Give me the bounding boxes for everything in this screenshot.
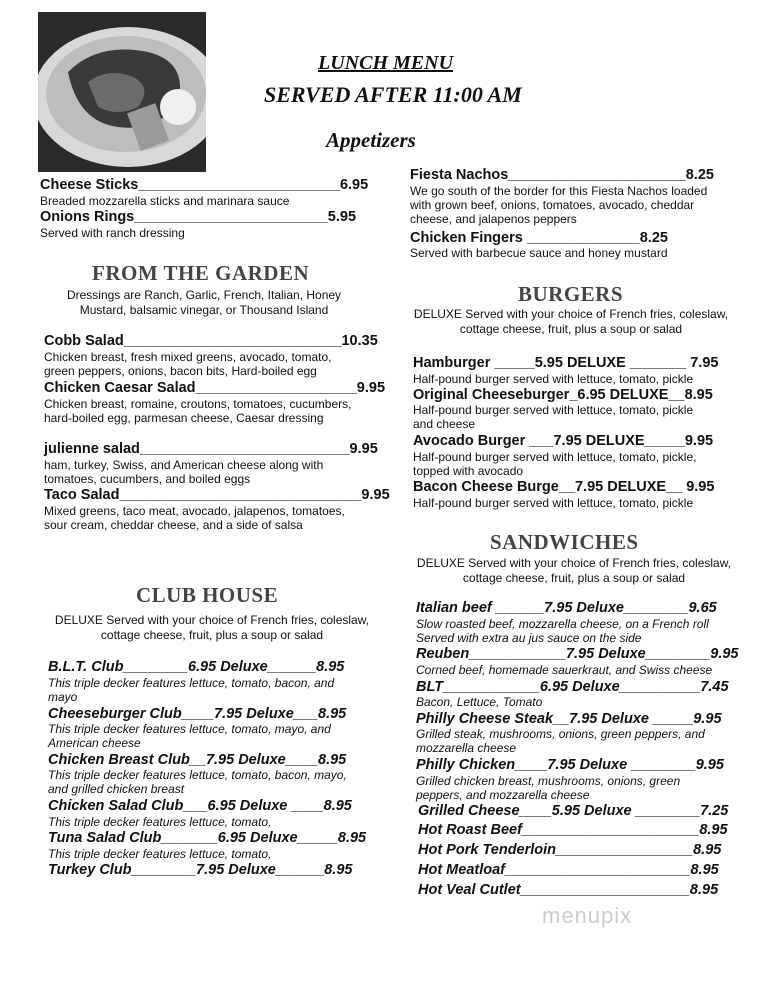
section-note: DELUXE Served with your choice of French fries, coleslaw, cottage cheese, fruit, plus a soup or salad	[54, 613, 370, 642]
item-description: Bacon, Lettuce, Tomato	[416, 695, 543, 709]
menu-item-italian-beef: Italian beef ______7.95 Deluxe________9.65	[416, 600, 717, 616]
item-description: Served with ranch dressing	[40, 226, 185, 240]
item-description: This triple decker features lettuce, tomato,	[48, 815, 272, 829]
menu-item-chicken-salad-club: Chicken Salad Club___6.95 Deluxe ____8.95	[48, 798, 352, 814]
section-heading-garden: FROM THE GARDEN	[92, 261, 310, 285]
menu-item-taco-salad: Taco Salad______________________________9.95	[44, 487, 390, 503]
item-description: This triple decker features lettuce, tomato,	[48, 847, 272, 861]
item-description: Half-pound burger served with lettuce, tomato, pickle	[413, 496, 694, 510]
menu-item-onion-rings: Onions Rings________________________5.95	[40, 209, 357, 225]
item-description: Served with barbecue sauce and honey mustard	[410, 246, 668, 260]
menu-item-philly-chicken: Philly Chicken____7.95 Deluxe ________9.95	[416, 757, 724, 773]
food-photo	[38, 12, 206, 172]
item-description: Slow roasted beef, mozzarella cheese, on a French roll Served with extra au jus sauce on the side	[416, 617, 709, 645]
item-description: Corned beef, homemade sauerkraut, and Swiss cheese	[416, 663, 713, 677]
menu-item-fiesta-nachos: Fiesta Nachos______________________8.25	[410, 167, 714, 183]
menu-item-philly-cheese-steak: Philly Cheese Steak__7.95 Deluxe _____9.95	[416, 711, 722, 727]
menu-item-grilled-cheese: Grilled Cheese____5.95 Deluxe ________7.25	[418, 803, 729, 819]
menu-item-hot-pork-tenderloin: Hot Pork Tenderloin_________________8.95	[418, 842, 722, 858]
item-description: This triple decker features lettuce, tomato, mayo, and American cheese	[48, 722, 331, 750]
item-description: Grilled chicken breast, mushrooms, onions, green peppers, and mozzarella cheese	[416, 774, 681, 802]
menu-item-cheese-sticks: Cheese Sticks_________________________6.95	[40, 177, 369, 193]
section-note: DELUXE Served with your choice of French fries, coleslaw, cottage cheese, fruit, plus a soup or salad	[413, 307, 729, 336]
menu-item-reuben: Reuben____________7.95 Deluxe________9.95	[416, 646, 739, 662]
item-description: Half-pound burger served with lettuce, tomato, pickle, topped with avocado	[413, 450, 697, 478]
item-description: Half-pound burger served with lettuce, tomato, pickle and cheese	[413, 403, 694, 431]
item-description: Half-pound burger served with lettuce, tomato, pickle	[413, 372, 694, 386]
section-heading-sandwiches: SANDWICHES	[490, 530, 639, 554]
menu-item-turkey-club: Turkey Club________7.95 Deluxe______8.95	[48, 862, 353, 878]
menu-item-bacon-cheese-burger: Bacon Cheese Burge__7.95 DELUXE__ 9.95	[413, 479, 715, 495]
menu-item-avocado-burger: Avocado Burger ___7.95 DELUXE_____9.95	[413, 433, 714, 449]
item-description: This triple decker features lettuce, tomato, bacon, mayo, and grilled chicken breast	[48, 768, 347, 796]
item-description: ham, turkey, Swiss, and American cheese along with tomatoes, cucumbers, and boiled eggs	[44, 458, 324, 486]
watermark: menupix	[542, 903, 633, 928]
item-description: Grilled steak, mushrooms, onions, green peppers, and mozzarella cheese	[416, 727, 705, 755]
menu-item-hot-meatloaf: Hot Meatloaf_______________________8.95	[418, 862, 719, 878]
menu-item-blt-club: B.L.T. Club________6.95 Deluxe______8.95	[48, 659, 345, 675]
section-note: DELUXE Served with your choice of French fries, coleslaw, cottage cheese, fruit, plus a soup or salad	[416, 556, 732, 585]
item-description: Breaded mozzarella sticks and marinara sauce	[40, 194, 290, 208]
menu-item-blt: BLT____________6.95 Deluxe__________7.45	[416, 679, 729, 695]
menu-item-cobb-salad: Cobb Salad___________________________10.35	[44, 333, 378, 349]
item-description: Mixed greens, taco meat, avocado, jalapenos, tomatoes, sour cream, cheddar cheese, and a side of salsa	[44, 504, 345, 532]
menu-item-chicken-breast-club: Chicken Breast Club__7.95 Deluxe____8.95	[48, 752, 347, 768]
menu-item-hot-veal-cutlet: Hot Veal Cutlet_____________________8.95	[418, 882, 719, 898]
item-description: Chicken breast, fresh mixed greens, avocado, tomato, green peppers, onions, bacon bits, Hard-boiled egg	[44, 350, 332, 378]
menu-served-time: SERVED AFTER 11:00 AM	[264, 82, 522, 107]
menu-item-chicken-fingers: Chicken Fingers ______________8.25	[410, 230, 668, 246]
menu-item-cheeseburger-club: Cheeseburger Club____7.95 Deluxe___8.95	[48, 706, 347, 722]
menu-item-julienne-salad: julienne salad__________________________9.95	[44, 441, 378, 457]
menu-item-tuna-salad-club: Tuna Salad Club_______6.95 Deluxe_____8.95	[48, 830, 367, 846]
menu-item-chicken-caesar-salad: Chicken Caesar Salad____________________9.95	[44, 380, 386, 396]
menu-item-hot-roast-beef: Hot Roast Beef______________________8.95	[418, 822, 728, 838]
item-description: This triple decker features lettuce, tomato, bacon, and mayo	[48, 676, 335, 704]
menu-item-original-cheeseburger: Original Cheeseburger_6.95 DELUXE__8.95	[413, 387, 713, 403]
section-heading-burgers: BURGERS	[518, 282, 624, 306]
menu-title: LUNCH MENU	[318, 52, 454, 74]
item-description: Chicken breast, romaine, croutons, tomatoes, cucumbers, hard-boiled egg, parmesan cheese, Caesar dressing	[44, 397, 352, 425]
item-description: We go south of the border for this Fiesta Nachos loaded with grown beef, onions, tomatoes, avocado, cheddar cheese, and jalapenos peppers	[410, 184, 708, 226]
section-heading-club-house: CLUB HOUSE	[136, 583, 279, 607]
appetizers-heading: Appetizers	[326, 128, 416, 152]
section-note: Dressings are Ranch, Garlic, French, Italian, Honey Mustard, balsamic vinegar, or Thousand Island	[66, 288, 342, 317]
menu-item-hamburger: Hamburger _____5.95 DELUXE _______ 7.95	[413, 355, 719, 371]
